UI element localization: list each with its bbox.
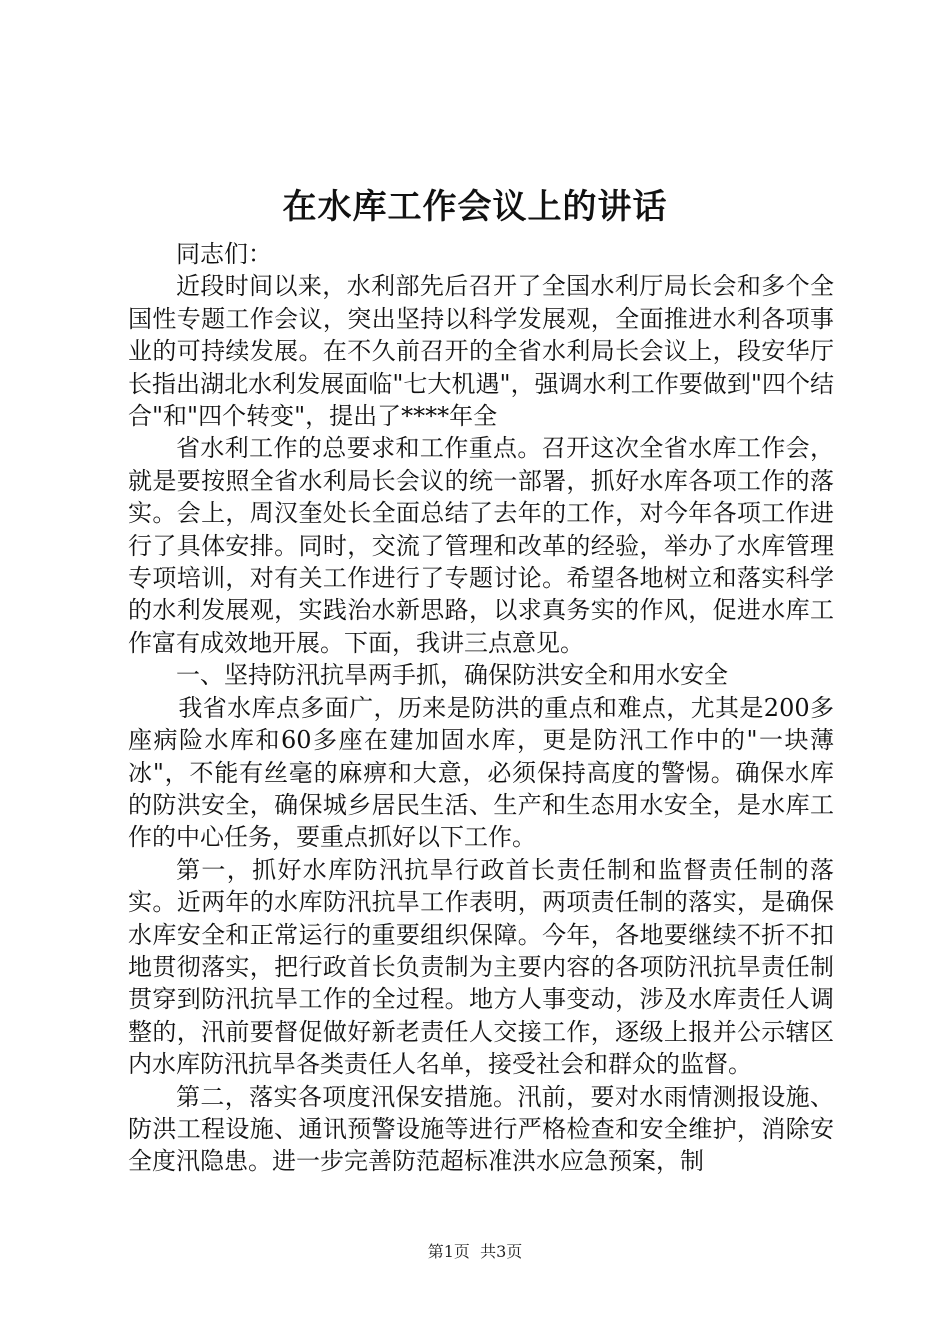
page-footer bbox=[0, 1240, 950, 1264]
page-number: 第1页 共3页 bbox=[427, 1242, 523, 1261]
body-paragraph: 第一，抓好水库防汛抗旱行政首长责任制和监督责任制的落实。近两年的水库防汛抗旱工作表明，两项责任制的落实，是确保水库安全和正常运行的重要组织保障。今年，各地要继续不折不扣地贯彻落实，把行政首长负责制为主要内容的各项防汛抗旱责任制贯穿到防汛抗旱工作的全过程。地方人事变动，涉及水库责任人调整的，汛前要督促做好新老责任人交接工作，逐级上报并公示辖区内水库防汛抗旱各类责任人名单，接受社会和群众的监督。 bbox=[128, 855, 834, 1079]
document-body bbox=[128, 238, 834, 1178]
body-paragraph: 近段时间以来，水利部先后召开了全国水利厅局长会和多个全国性专题工作会议，突出坚持以科学发展观，全面推进水利各项事业的可持续发展。在不久前召开的全省水利局长会议上，段安华厅长指出湖北水利发展面临"七大机遇"，强调水利工作要做到"四个结合"和"四个转变"，提出了****年全 bbox=[128, 272, 834, 431]
document-title: 在水库工作会议上的讲话 bbox=[282, 187, 668, 227]
salutation-paragraph: 同志们： bbox=[176, 240, 272, 268]
body-paragraph: 我省水库点多面广，历来是防洪的重点和难点，尤其是200多座病险水库和60多座在建加固水库，更是防汛工作中的"一块薄冰"，不能有丝毫的麻痹和大意，必须保持高度的警惕。确保水库的防洪安全，确保城乡居民生活、生产和生态用水安全，是水库工作的中心任务，要重点抓好以下工作。 bbox=[128, 693, 834, 852]
section-heading: 一、坚持防汛抗旱两手抓，确保防洪安全和用水安全 bbox=[176, 661, 728, 690]
body-paragraph: 省水利工作的总要求和工作重点。召开这次全省水库工作会，就是要按照全省水利局长会议的统一部署，抓好水库各项工作的落实。会上，周汉奎处长全面总结了去年的工作，对今年各项工作进行了具体安排。同时，交流了管理和改革的经验，举办了水库管理专项培训，对有关工作进行了专题讨论。希望各地树立和落实科学的水利发展观，实践治水新思路，以求真务实的作风，促进水库工作富有成效地开展。下面，我讲三点意见。 bbox=[128, 434, 834, 657]
body-paragraph: 第二，落实各项度汛保安措施。汛前，要对水雨情测报设施、防洪工程设施、通讯预警设施等进行严格检查和安全维护，消除安全度汛隐患。进一步完善防范超标准洪水应急预案，制 bbox=[128, 1082, 834, 1176]
